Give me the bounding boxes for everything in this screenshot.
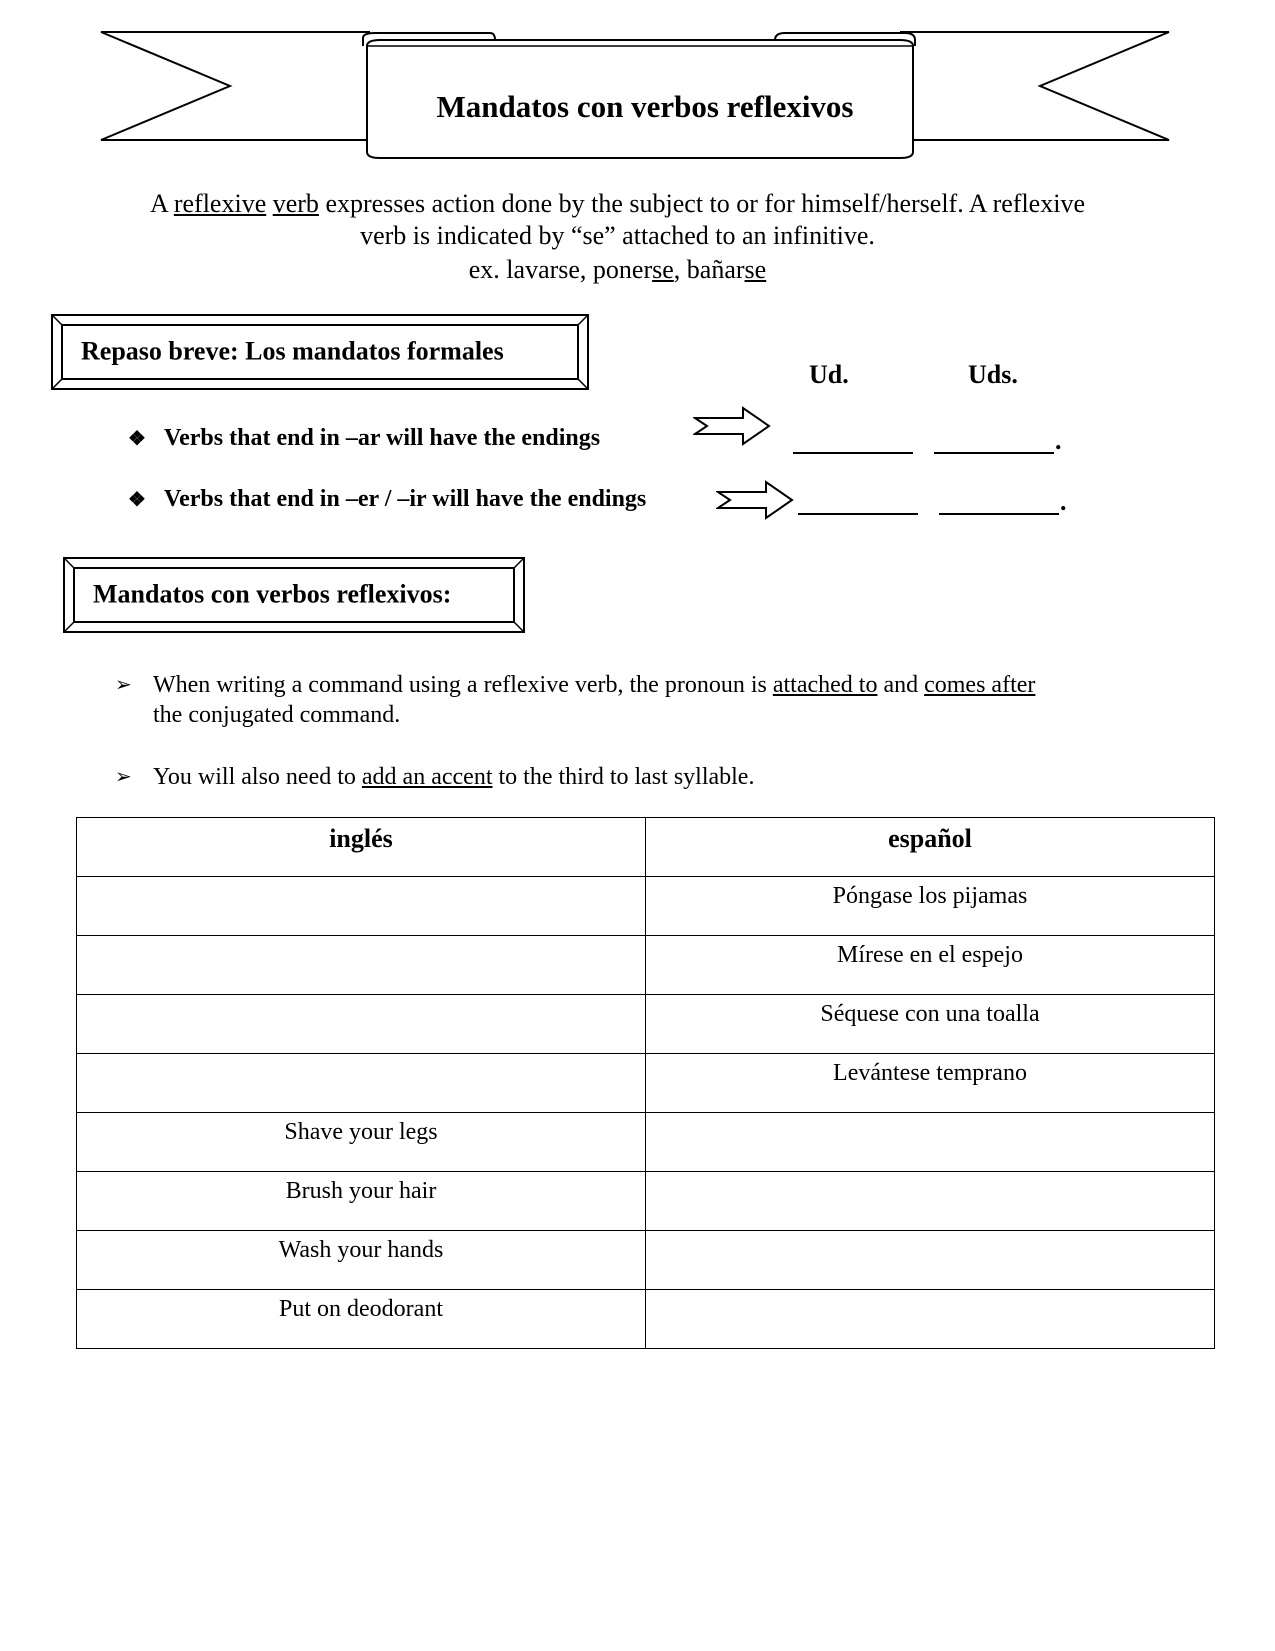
cell-english[interactable] (77, 1054, 646, 1113)
period: . (1055, 426, 1062, 455)
arrowhead-bullet-icon: ➢ (115, 766, 132, 788)
column-label-uds: Uds. (968, 360, 1018, 389)
cell-spanish[interactable] (646, 1113, 1215, 1172)
cell-english[interactable] (77, 936, 646, 995)
table-header-row (77, 818, 1215, 877)
column-label-ud: Ud. (809, 360, 849, 389)
rule-er-ir (128, 486, 646, 513)
diamond-bullet-icon: ❖ (128, 489, 146, 511)
blank-ar-ud[interactable] (793, 452, 913, 454)
table-row (77, 995, 1215, 1054)
cell-english[interactable] (77, 877, 646, 936)
intro-text: expresses action done by the subject to or for himself/herself. A reflexive (325, 189, 1085, 218)
cell-english[interactable]: Wash your hands (77, 1231, 646, 1290)
table-row (77, 1172, 1215, 1231)
example-text: ex. lavarse, poner (468, 255, 653, 284)
diamond-bullet-icon: ❖ (128, 428, 146, 450)
blank-ar-uds[interactable] (934, 452, 1054, 454)
table-row (77, 1113, 1215, 1172)
rule-ar-text: Verbs that end in –ar will have the endings (164, 425, 601, 451)
review-heading: Repaso breve: Los mandatos formales (81, 336, 504, 366)
right-arrow-icon (716, 480, 796, 520)
cell-spanish[interactable] (646, 1290, 1215, 1349)
intro-underline-reflexive: reflexive (173, 189, 267, 218)
page-title: Mandatos con verbos reflexivos (436, 89, 854, 124)
right-arrow-icon (693, 406, 773, 446)
rule-er-ir-text: Verbs that end in –er / –ir will have the endings (164, 486, 647, 512)
table-row (77, 1290, 1215, 1349)
intro-examples (60, 254, 1175, 286)
table-row (77, 1054, 1215, 1113)
cell-spanish[interactable]: Levántese temprano (646, 1054, 1215, 1113)
cell-english[interactable] (77, 995, 646, 1054)
bullet-text: You will also need to add an accent to the third to last syllable. (153, 764, 755, 790)
review-heading-box (51, 314, 589, 390)
header-ingles: inglés (77, 818, 646, 877)
blank-er-ir-uds[interactable] (939, 513, 1059, 515)
example-underline-se: se (744, 255, 767, 284)
translation-table (76, 817, 1215, 1349)
cell-spanish[interactable] (646, 1231, 1215, 1290)
header-espanol: español (646, 818, 1215, 877)
table-row (77, 877, 1215, 936)
intro-line-1 (60, 188, 1175, 220)
cell-spanish[interactable]: Mírese en el espejo (646, 936, 1215, 995)
example-underline-se: se (652, 255, 674, 284)
cell-spanish[interactable] (646, 1172, 1215, 1231)
intro-underline-verb: verb (272, 189, 319, 218)
blank-er-ir-ud[interactable] (798, 513, 918, 515)
rule-ar (128, 425, 600, 452)
intro-line-2: verb is indicated by “se” attached to an infinitive. (360, 221, 875, 250)
period: . (1060, 487, 1067, 516)
table-row (77, 936, 1215, 995)
reflexive-heading: Mandatos con verbos reflexivos: (93, 579, 452, 609)
bullet-add-accent (115, 762, 1175, 794)
bullet-attach-pronoun (115, 670, 1175, 734)
cell-english[interactable]: Shave your legs (77, 1113, 646, 1172)
cell-spanish[interactable]: Séquese con una toalla (646, 995, 1215, 1054)
cell-english[interactable]: Put on deodorant (77, 1290, 646, 1349)
cell-english[interactable]: Brush your hair (77, 1172, 646, 1231)
bullet-text: When writing a command using a reflexive verb, the pronoun is attached to and comes after the conjugated command. (153, 672, 1036, 728)
cell-spanish[interactable]: Póngase los pijamas (646, 877, 1215, 936)
intro-text: A (150, 189, 168, 218)
table-row (77, 1231, 1215, 1290)
arrowhead-bullet-icon: ➢ (115, 674, 132, 696)
reflexive-heading-box (63, 557, 525, 633)
example-text: , bañar (673, 255, 745, 284)
